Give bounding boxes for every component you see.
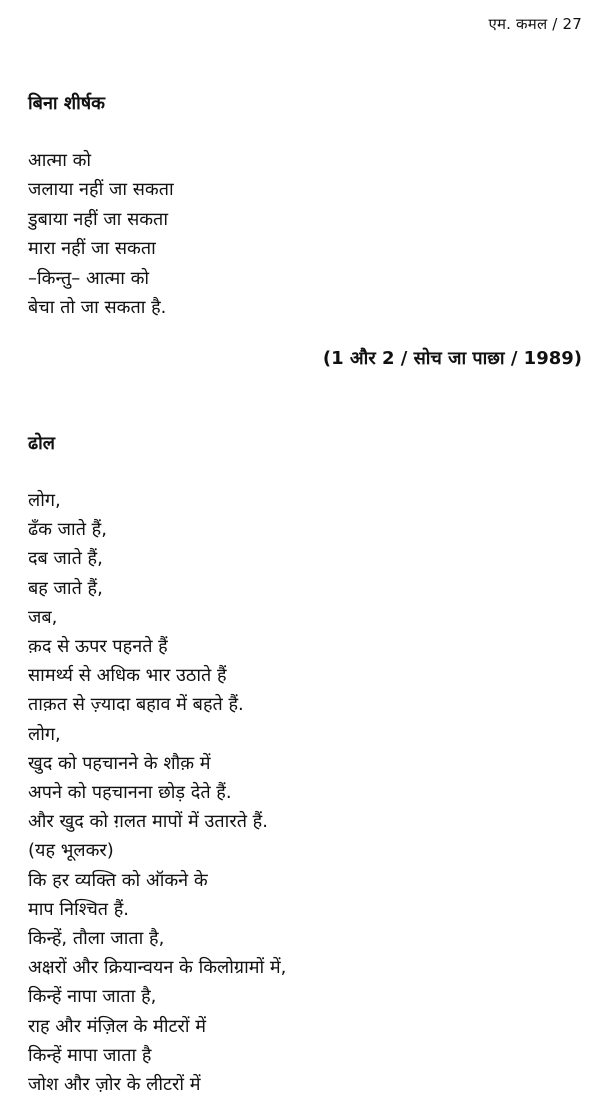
poem-line: ढँक जाते हैं, [28,519,107,541]
poem-line: अपने को पहचानना छोड़ देते हैं. [28,782,232,804]
poem-line: लोग, [28,723,61,745]
poem-title: ढोल [28,433,55,454]
poem-line: जब, [28,606,58,628]
poem-line: दब जाते हैं, [28,548,103,570]
poem-line: –किन्तु– आत्मा को [28,267,150,289]
poem-lines [28,486,582,1099]
poem-lines [28,146,582,322]
poem-line: किन्हें, तौला जाता है, [28,928,165,950]
poem-line: मारा नहीं जा सकता [28,238,156,260]
poem-line: खुद को पहचानने के शौक़ में [28,752,211,774]
source-citation: (1 और 2 / सोच जा पाछा / 1989) [322,348,582,369]
poem-line: और खुद को ग़लत मापों में उतारते हैं. [28,811,268,833]
poem-line: बह जाते हैं, [28,577,103,599]
poem-line: कि हर व्यक्ति को ऑकने के [28,869,208,891]
poem-line: जलाया नहीं जा सकता [28,179,174,201]
poem-line: जोश और ज़ोर के लीटरों में [28,1074,201,1096]
poem-line: ताक़त से ज़्यादा बहाव में बहते हैं. [28,694,244,716]
poem-line: लोग, [28,490,61,511]
poem-line: किन्हें मापा जाता है [28,1044,152,1066]
poem-line: सामर्थ्य से अधिक भार उठाते हैं [28,665,227,687]
poem-line: अक्षरों और क्रियान्वयन के किलोग्रामों में, [28,957,287,979]
poem-line: माप निश्चित हैं. [28,898,130,920]
poem-untitled [28,92,582,322]
poem-line: क़द से ऊपर पहनते हैं [28,636,168,658]
poem-line: आत्मा को [28,150,92,171]
poem-title: बिना शीर्षक [28,93,105,114]
running-head: एम. कमल / 27 [488,15,582,33]
poem-line: (यह भूलकर) [28,840,114,862]
poem-line: राह और मंज़िल के मीटरों में [28,1015,207,1037]
poem-dhol [28,432,582,1099]
poem-line: किन्हें नापा जाता है, [28,986,157,1008]
poem-line: डुबाया नहीं जा सकता [28,208,168,230]
poem-line: बेचा तो जा सकता है. [28,297,167,319]
